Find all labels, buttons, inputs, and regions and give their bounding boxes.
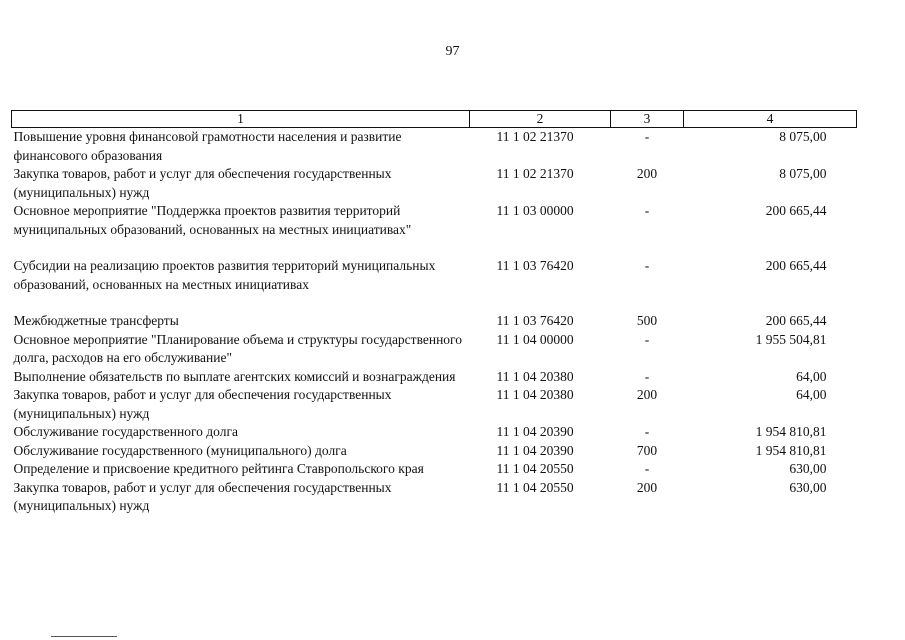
table-row: [12, 257, 857, 312]
row-name: Основное мероприятие "Поддержка проектов развития территорий муниципальных образований, основанных на местных инициативах": [13, 203, 412, 237]
table-row: [12, 128, 857, 166]
row-code: 11 1 03 76420: [496, 313, 574, 328]
row-name: Обслуживание государственного долга: [13, 424, 238, 439]
row-kind: -: [644, 424, 650, 439]
row-kind: -: [644, 461, 650, 476]
row-kind: 200: [636, 479, 658, 495]
row-sum: 1 955 504,81: [755, 331, 827, 347]
table-row: [12, 331, 857, 368]
row-sum: 200 665,44: [765, 313, 827, 328]
column-header-sum: 4: [684, 111, 857, 128]
row-code: 11 1 03 00000: [496, 203, 574, 218]
row-kind: -: [644, 368, 650, 384]
row-sum: 1 954 810,81: [755, 442, 827, 458]
row-code: 11 1 03 76420: [496, 258, 574, 273]
table-row: [12, 202, 857, 257]
table-row: [12, 423, 857, 442]
table-row: [12, 479, 857, 516]
row-code: 11 1 04 00000: [496, 331, 574, 347]
column-header-code: 2: [470, 111, 611, 128]
row-name: Межбюджетные трансферты: [13, 313, 179, 328]
row-kind: 200: [636, 166, 658, 181]
table-row: [12, 312, 857, 331]
row-code: 11 1 04 20380: [496, 387, 574, 402]
row-kind: 700: [636, 442, 658, 458]
row-sum: 64,00: [796, 387, 827, 402]
table-row: [12, 386, 857, 423]
row-code: 11 1 04 20550: [496, 461, 574, 476]
budget-table: [11, 110, 857, 516]
row-code: 11 1 02 21370: [496, 129, 574, 144]
row-sum: 1 954 810,81: [755, 424, 827, 439]
row-sum: 630,00: [789, 479, 827, 495]
row-code: 11 1 04 20390: [496, 424, 574, 439]
row-sum: 8 075,00: [779, 166, 827, 181]
header-row: [12, 111, 857, 128]
row-kind: -: [644, 258, 650, 273]
row-name: Повышение уровня финансовой грамотности населения и развитие финансового образования: [13, 129, 402, 163]
row-code: 11 1 02 21370: [496, 166, 574, 181]
row-code: 11 1 04 20550: [496, 479, 574, 495]
row-name: Обслуживание государственного (муниципального) долга: [13, 442, 347, 458]
footnote-rule: [51, 636, 117, 637]
row-code: 11 1 04 20380: [496, 368, 574, 384]
row-name: Основное мероприятие "Планирование объема и структуры государственного долга, расходов на его обслуживание": [13, 331, 463, 365]
row-kind: -: [644, 331, 650, 347]
table-row: [12, 442, 857, 461]
column-header-kind: 3: [611, 111, 684, 128]
row-code: 11 1 04 20390: [496, 442, 574, 458]
table-row: [12, 368, 857, 387]
row-kind: -: [644, 129, 650, 144]
page-number: 97: [445, 44, 460, 59]
row-kind: 500: [636, 313, 658, 328]
table-header: [12, 111, 857, 128]
row-sum: 64,00: [796, 368, 827, 384]
row-name: Закупка товаров, работ и услуг для обеспечения государственных (муниципальных) нужд: [13, 387, 392, 421]
row-sum: 200 665,44: [765, 203, 827, 218]
row-sum: 630,00: [789, 461, 827, 476]
row-kind: -: [644, 203, 650, 218]
column-header-name: 1: [12, 111, 470, 128]
row-name: Выполнение обязательств по выплате агентских комиссий и вознаграждения: [13, 368, 456, 384]
row-name: Субсидии на реализацию проектов развития территорий муниципальных образований, основанных на местных инициативах: [13, 258, 436, 292]
row-kind: 200: [636, 387, 658, 402]
table-body: [12, 128, 857, 516]
row-name: Закупка товаров, работ и услуг для обеспечения государственных (муниципальных) нужд: [13, 166, 392, 200]
table-row: [12, 165, 857, 202]
table-row: [12, 460, 857, 479]
row-name: Закупка товаров, работ и услуг для обеспечения государственных (муниципальных) нужд: [13, 479, 392, 513]
row-sum: 200 665,44: [765, 258, 827, 273]
row-sum: 8 075,00: [779, 129, 827, 144]
row-name: Определение и присвоение кредитного рейтинга Ставропольского края: [13, 461, 424, 476]
